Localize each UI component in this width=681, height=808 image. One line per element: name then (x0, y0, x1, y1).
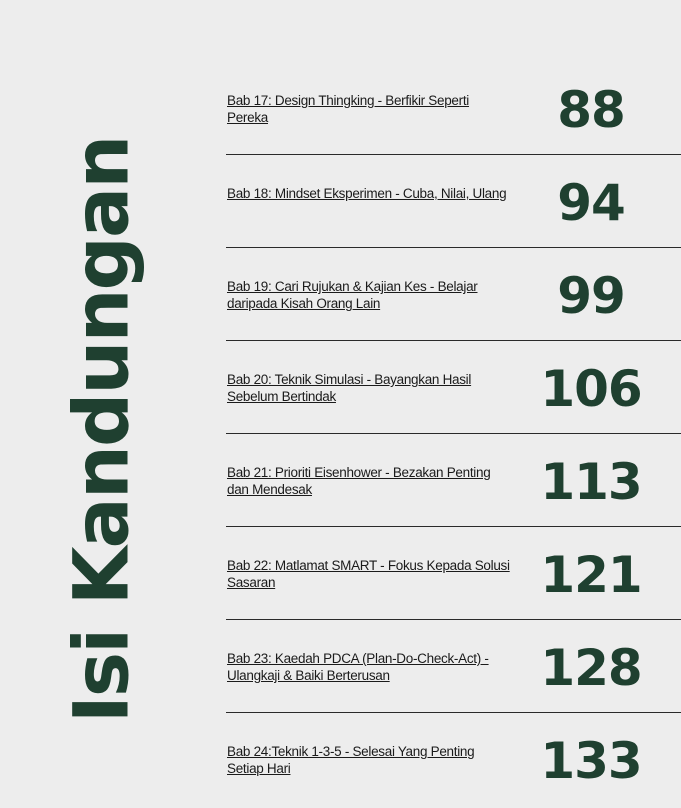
toc-entry[interactable] (226, 434, 681, 527)
toc-page-number: 128 (540, 639, 642, 697)
toc-entry[interactable] (226, 155, 681, 248)
toc-entry-link[interactable]: Bab 20: Teknik Simulasi - Bayangkan Hasil Sebelum Bertindak (227, 372, 472, 404)
toc-entry[interactable] (226, 341, 681, 434)
toc-entry-link[interactable]: Bab 21: Prioriti Eisenhower - Bezakan Penting dan Mendesak (227, 465, 491, 497)
toc-page-number: 106 (540, 360, 642, 418)
toc-entry-link[interactable]: Bab 19: Cari Rujukan & Kajian Kes - Belajar daripada Kisah Orang Lain (227, 279, 478, 311)
toc-entry[interactable] (226, 527, 681, 620)
toc-entry-link[interactable]: Bab 17: Design Thingking - Berfikir Seperti Pereka (227, 93, 469, 125)
toc-entry-link[interactable]: Bab 18: Mindset Eksperimen - Cuba, Nilai, Ulang (227, 186, 507, 201)
toc-entry[interactable] (226, 620, 681, 713)
toc-page-number: 99 (557, 267, 625, 325)
toc-page-number: 121 (540, 546, 642, 604)
page-title (56, 0, 146, 808)
toc-page-number: 94 (557, 174, 625, 232)
toc-entry[interactable] (226, 713, 681, 805)
page-title-text: Isi Kandungan (56, 136, 146, 724)
table-of-contents (226, 62, 681, 805)
toc-page-number: 113 (540, 453, 642, 511)
toc-entry[interactable] (226, 62, 681, 155)
toc-entry[interactable] (226, 248, 681, 341)
toc-entry-link[interactable]: Bab 22: Matlamat SMART - Fokus Kepada Solusi Sasaran (227, 558, 510, 590)
toc-entry-link[interactable]: Bab 24:Teknik 1-3-5 - Selesai Yang Penting Setiap Hari (227, 744, 475, 776)
toc-page-number: 133 (540, 732, 642, 790)
toc-page-number: 88 (557, 81, 625, 139)
toc-entry-link[interactable]: Bab 23: Kaedah PDCA (Plan-Do-Check-Act) - Ulangkaji & Baiki Berterusan (227, 651, 489, 683)
